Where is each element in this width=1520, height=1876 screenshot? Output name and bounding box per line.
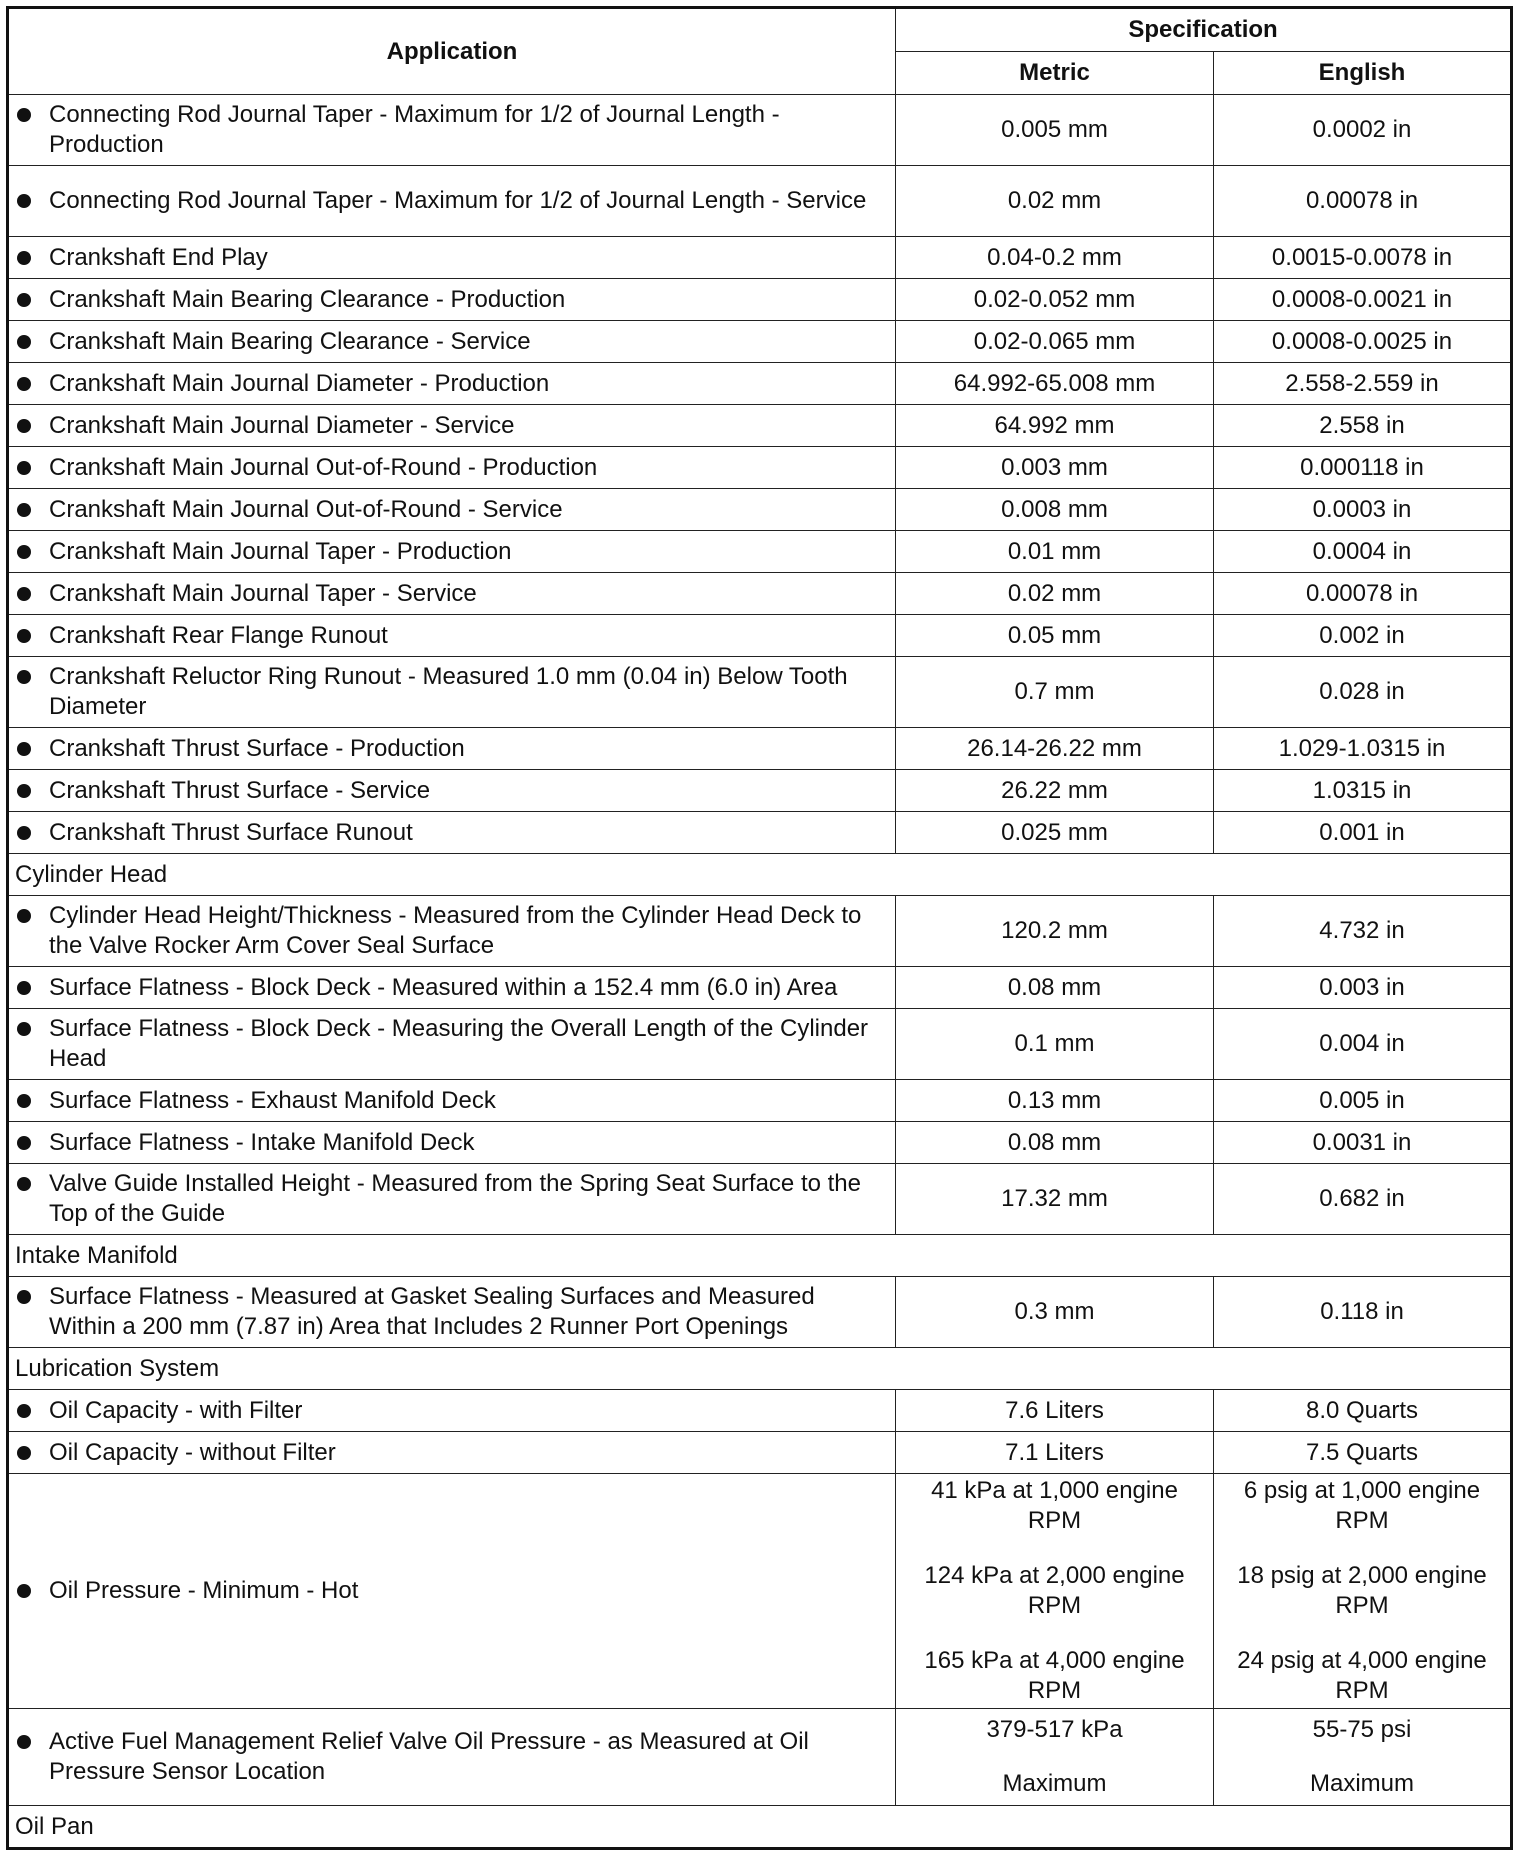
english-line: 24 psig at 4,000 engine (1237, 1647, 1487, 1674)
application-cell (8, 1432, 896, 1474)
english-line: RPM (1335, 1592, 1389, 1619)
application-text: Crankshaft Main Bearing Clearance - Service (49, 327, 531, 355)
english-line: 6 psig at 1,000 engine (1243, 1477, 1481, 1504)
table-row (8, 573, 1512, 615)
table-row (8, 1390, 1512, 1432)
metric-value: 0.04-0.2 mm (896, 237, 1214, 279)
metric-value: 0.005 mm (896, 95, 1214, 166)
english-value-block (1222, 1476, 1502, 1536)
bullet-icon (17, 1584, 31, 1598)
table-row (8, 812, 1512, 854)
application-cell (8, 1164, 896, 1235)
specification-table (6, 6, 1513, 1850)
table-row (8, 1432, 1512, 1474)
table-row (8, 447, 1512, 489)
metric-value: 0.02 mm (896, 573, 1214, 615)
english-cell (1214, 1709, 1512, 1806)
application-cell (8, 896, 896, 967)
lubrication-section (8, 1348, 1512, 1390)
application-text: Surface Flatness - Intake Manifold Deck (49, 1128, 475, 1156)
application-text: Crankshaft Main Journal Out-of-Round - Service (49, 495, 563, 523)
english-value: 0.001 in (1214, 812, 1512, 854)
application-text: Crankshaft Main Journal Taper - Service (49, 579, 477, 607)
table-row (8, 279, 1512, 321)
oil-pressure-section (8, 1474, 1512, 1806)
bullet-icon (17, 587, 31, 601)
bullet-icon (17, 293, 31, 307)
application-text: Surface Flatness - Exhaust Manifold Deck (49, 1086, 496, 1114)
application-cell (8, 363, 896, 405)
metric-value: 64.992-65.008 mm (896, 363, 1214, 405)
application-cell (8, 728, 896, 770)
application-text: Oil Pressure - Minimum - Hot (49, 1577, 359, 1604)
intake-manifold-rows (8, 1277, 1512, 1348)
application-text: Surface Flatness - Measured at Gasket Sealing Surfaces and Measured Within a 200 mm (7.87 in) Area that Includes 2 Runner Port Openings (49, 1283, 815, 1340)
application-cell (8, 95, 896, 166)
application-cell (8, 237, 896, 279)
english-value: 0.004 in (1214, 1009, 1512, 1080)
application-text: Crankshaft End Play (49, 243, 268, 271)
english-value: 2.558 in (1214, 405, 1512, 447)
table-row (8, 896, 1512, 967)
application-text: Valve Guide Installed Height - Measured from the Spring Seat Surface to the Top of the Guide (49, 1170, 861, 1227)
metric-value-block (904, 1476, 1205, 1536)
application-text: Crankshaft Main Journal Diameter - Production (49, 369, 550, 397)
cylinder-head-section (8, 854, 1512, 896)
application-cell (8, 405, 896, 447)
bullet-icon (17, 1446, 31, 1460)
english-value: 4.732 in (1214, 896, 1512, 967)
bullet-icon (17, 1735, 31, 1749)
table-row (8, 321, 1512, 363)
application-cell (8, 1009, 896, 1080)
bullet-icon (17, 251, 31, 265)
application-cell (8, 321, 896, 363)
metric-value: 0.008 mm (896, 489, 1214, 531)
metric-line: 41 kPa at 1,000 engine (931, 1477, 1178, 1504)
application-text: Crankshaft Thrust Surface - Service (49, 776, 431, 804)
application-text: Surface Flatness - Block Deck - Measured within a 152.4 mm (6.0 in) Area (49, 973, 838, 1001)
metric-value: 0.3 mm (896, 1277, 1214, 1348)
english-value-block (1222, 1561, 1502, 1621)
metric-value: 7.1 Liters (896, 1432, 1214, 1474)
application-cell (8, 657, 896, 728)
metric-value: 0.08 mm (896, 967, 1214, 1009)
metric-line: 124 kPa at 2,000 engine (924, 1562, 1185, 1589)
metric-value: 26.14-26.22 mm (896, 728, 1214, 770)
application-text: Crankshaft Rear Flange Runout (49, 621, 388, 649)
application-cell (8, 1390, 896, 1432)
english-value: 0.003 in (1214, 967, 1512, 1009)
bullet-icon (17, 1136, 31, 1150)
english-value: 0.682 in (1214, 1164, 1512, 1235)
bullet-icon (17, 108, 31, 122)
english-value: 0.000118 in (1214, 447, 1512, 489)
application-cell (8, 1709, 896, 1806)
metric-value: 0.025 mm (896, 812, 1214, 854)
bullet-icon (17, 670, 31, 684)
metric-value: 17.32 mm (896, 1164, 1214, 1235)
table-row (8, 1122, 1512, 1164)
metric-value-block (904, 1561, 1205, 1621)
bullet-icon (17, 1022, 31, 1036)
section-title-intake-manifold: Intake Manifold (8, 1235, 1512, 1277)
english-value: 55-75 psi (1312, 1716, 1412, 1743)
application-cell (8, 1474, 896, 1709)
table-row (8, 615, 1512, 657)
metric-value: 0.1 mm (896, 1009, 1214, 1080)
metric-value: 0.02 mm (896, 166, 1214, 237)
bullet-icon (17, 419, 31, 433)
english-value: 0.005 in (1214, 1080, 1512, 1122)
english-value: 0.0003 in (1214, 489, 1512, 531)
table-row (8, 531, 1512, 573)
metric-cell (896, 1474, 1214, 1709)
metric-cell (896, 1709, 1214, 1806)
bullet-icon (17, 194, 31, 208)
bullet-icon (17, 545, 31, 559)
application-cell (8, 812, 896, 854)
english-column-header: English (1214, 52, 1512, 95)
application-text: Crankshaft Main Journal Taper - Production (49, 537, 512, 565)
application-text: Cylinder Head Height/Thickness - Measured from the Cylinder Head Deck to the Valve Rocker Arm Cover Seal Surface (49, 902, 862, 959)
application-text: Surface Flatness - Block Deck - Measuring the Overall Length of the Cylinder Head (49, 1015, 869, 1072)
section-title-cylinder-head: Cylinder Head (8, 854, 1512, 896)
application-cell (8, 967, 896, 1009)
table-row (8, 967, 1512, 1009)
metric-column-header: Metric (896, 52, 1214, 95)
metric-value: 64.992 mm (896, 405, 1214, 447)
cylinder-head-rows (8, 896, 1512, 1235)
metric-value-block (904, 1646, 1205, 1706)
metric-note: Maximum (1002, 1770, 1107, 1797)
application-cell (8, 166, 896, 237)
english-value: 1.029-1.0315 in (1214, 728, 1512, 770)
english-line: RPM (1335, 1677, 1389, 1704)
application-text: Oil Capacity - without Filter (49, 1438, 336, 1466)
bullet-icon (17, 377, 31, 391)
english-value: 0.0008-0.0021 in (1214, 279, 1512, 321)
english-value: 0.0008-0.0025 in (1214, 321, 1512, 363)
application-text: Oil Capacity - with Filter (49, 1396, 303, 1424)
application-cell (8, 615, 896, 657)
table-row (8, 1080, 1512, 1122)
application-cell (8, 489, 896, 531)
table-row (8, 770, 1512, 812)
application-cell (8, 1080, 896, 1122)
english-cell (1214, 1474, 1512, 1709)
bullet-icon (17, 1094, 31, 1108)
application-text: Crankshaft Thrust Surface Runout (49, 818, 413, 846)
metric-value: 0.003 mm (896, 447, 1214, 489)
english-value: 0.0031 in (1214, 1122, 1512, 1164)
metric-value: 0.05 mm (896, 615, 1214, 657)
table-row (8, 1164, 1512, 1235)
application-column-header: Application (8, 8, 896, 95)
metric-value: 7.6 Liters (896, 1390, 1214, 1432)
table-row (8, 489, 1512, 531)
application-cell (8, 1277, 896, 1348)
metric-value: 379-517 kPa (986, 1716, 1123, 1743)
bullet-icon (17, 742, 31, 756)
bullet-icon (17, 1290, 31, 1304)
metric-value: 0.08 mm (896, 1122, 1214, 1164)
table-row (8, 237, 1512, 279)
application-text: Active Fuel Management Relief Valve Oil Pressure - as Measured at Oil Pressure Sensor Location (49, 1728, 809, 1785)
bullet-icon (17, 503, 31, 517)
application-cell (8, 279, 896, 321)
bullet-icon (17, 981, 31, 995)
specification-column-header: Specification (896, 8, 1512, 52)
table-row (8, 1277, 1512, 1348)
table-row (8, 405, 1512, 447)
english-value: 7.5 Quarts (1214, 1432, 1512, 1474)
english-value: 0.028 in (1214, 657, 1512, 728)
application-cell (8, 1122, 896, 1164)
english-value: 0.0015-0.0078 in (1214, 237, 1512, 279)
english-value: 0.002 in (1214, 615, 1512, 657)
english-value: 8.0 Quarts (1214, 1390, 1512, 1432)
section-title-oil-pan: Oil Pan (8, 1806, 1512, 1849)
section-title-lubrication: Lubrication System (8, 1348, 1512, 1390)
english-value: 0.118 in (1214, 1277, 1512, 1348)
table-row (8, 363, 1512, 405)
table-row (8, 95, 1512, 166)
english-value: 0.00078 in (1214, 573, 1512, 615)
application-text: Connecting Rod Journal Taper - Maximum for 1/2 of Journal Length - Service (49, 187, 867, 214)
metric-value: 0.02-0.065 mm (896, 321, 1214, 363)
english-value: 0.00078 in (1214, 166, 1512, 237)
english-value-block (1222, 1646, 1502, 1706)
english-value: 0.0002 in (1214, 95, 1512, 166)
bullet-icon (17, 1177, 31, 1191)
metric-value: 26.22 mm (896, 770, 1214, 812)
application-text: Crankshaft Thrust Surface - Production (49, 734, 465, 762)
application-cell (8, 447, 896, 489)
spec-sheet (6, 6, 1510, 1850)
table-row (8, 1709, 1512, 1806)
crankshaft-section (8, 95, 1512, 854)
metric-value: 0.7 mm (896, 657, 1214, 728)
bullet-icon (17, 1404, 31, 1418)
intake-manifold-section (8, 1235, 1512, 1277)
english-line: RPM (1335, 1507, 1389, 1534)
application-cell (8, 770, 896, 812)
metric-line: RPM (1027, 1592, 1082, 1619)
application-text: Crankshaft Main Journal Diameter - Service (49, 411, 515, 439)
metric-value: 120.2 mm (896, 896, 1214, 967)
english-value: 2.558-2.559 in (1214, 363, 1512, 405)
table-row (8, 166, 1512, 237)
bullet-icon (17, 826, 31, 840)
metric-value: 0.02-0.052 mm (896, 279, 1214, 321)
oil-pan-section (8, 1806, 1512, 1849)
english-line: 18 psig at 2,000 engine (1237, 1562, 1487, 1589)
table-row (8, 657, 1512, 728)
application-text: Crankshaft Reluctor Ring Runout - Measured 1.0 mm (0.04 in) Below Tooth Diameter (49, 663, 848, 720)
bullet-icon (17, 461, 31, 475)
metric-line: RPM (1027, 1507, 1082, 1534)
metric-value: 0.01 mm (896, 531, 1214, 573)
application-text: Crankshaft Main Bearing Clearance - Production (49, 285, 566, 313)
application-cell (8, 573, 896, 615)
english-value: 0.0004 in (1214, 531, 1512, 573)
english-note: Maximum (1309, 1770, 1414, 1797)
bullet-icon (17, 909, 31, 923)
table-row (8, 1009, 1512, 1080)
bullet-icon (17, 784, 31, 798)
english-value: 1.0315 in (1214, 770, 1512, 812)
bullet-icon (17, 335, 31, 349)
bullet-icon (17, 629, 31, 643)
metric-value: 0.13 mm (896, 1080, 1214, 1122)
metric-line: RPM (1027, 1677, 1082, 1704)
metric-line: 165 kPa at 4,000 engine (924, 1647, 1185, 1674)
lubrication-rows (8, 1390, 1512, 1474)
table-row (8, 1474, 1512, 1709)
application-cell (8, 531, 896, 573)
application-text: Connecting Rod Journal Taper - Maximum for 1/2 of Journal Length - Production (49, 101, 780, 158)
application-text: Crankshaft Main Journal Out-of-Round - Production (49, 453, 598, 481)
table-row (8, 728, 1512, 770)
